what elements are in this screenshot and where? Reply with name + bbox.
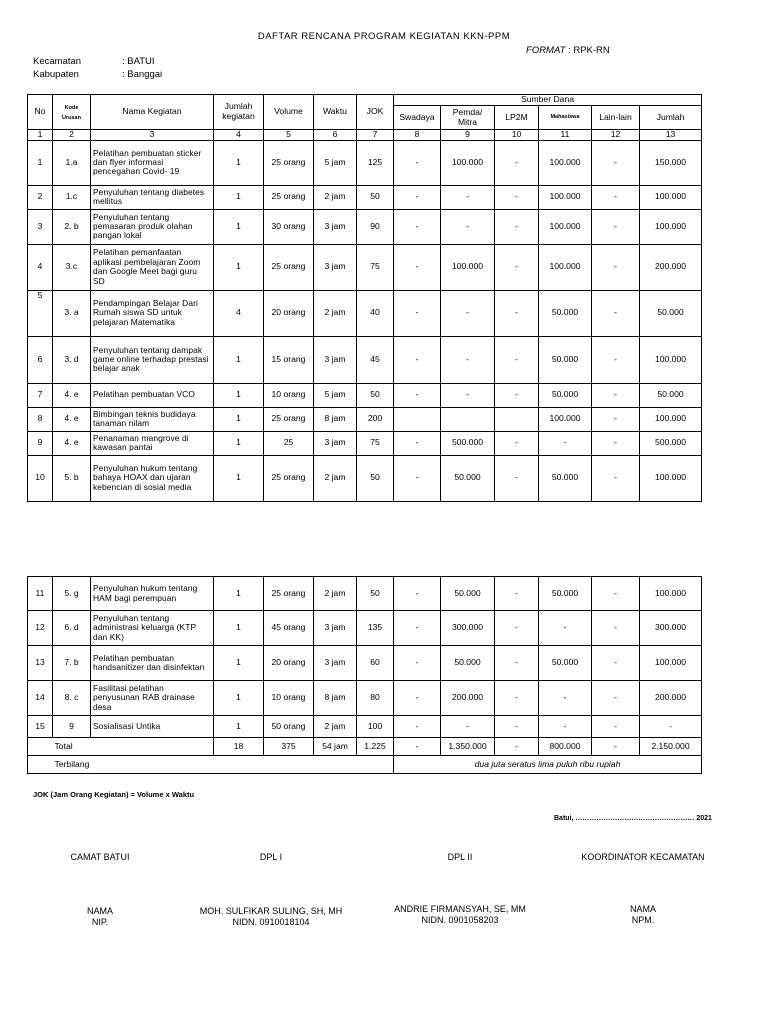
row-mahasiswa: - — [539, 431, 592, 455]
row-jumlah: 500.000 — [640, 431, 702, 455]
row-jumlah-kegiatan: 1 — [214, 244, 264, 290]
row-waktu: 2 jam — [314, 185, 357, 209]
row-swadaya: - — [394, 577, 441, 611]
header-sumber-dana: Sumber Dana — [394, 95, 702, 106]
row-pemda: 200.000 — [441, 681, 495, 716]
row-swadaya — [394, 407, 441, 431]
row-volume: 25 orang — [264, 185, 314, 209]
row-no: 7 — [28, 383, 53, 407]
row-jok: 60 — [357, 646, 394, 681]
row-pemda: 300.000 — [441, 611, 495, 646]
column-number: 8 — [394, 130, 441, 141]
total-jumlah: 2.150.000 — [640, 738, 702, 756]
row-lain: - — [592, 681, 640, 716]
row-mahasiswa: 100.000 — [539, 209, 592, 244]
dpl2-title: DPL II — [447, 852, 473, 862]
terbilang-row — [28, 756, 702, 774]
row-kode-urusan: 8. c — [53, 681, 91, 716]
koordinator-title: KOORDINATOR KECAMATAN — [581, 852, 705, 862]
row-no: 4 — [28, 244, 53, 290]
row-pemda: 50.000 — [441, 577, 495, 611]
row-jumlah-kegiatan: 1 — [214, 407, 264, 431]
row-jumlah-kegiatan: 1 — [214, 431, 264, 455]
row-jok: 125 — [357, 140, 394, 185]
total-mahasiswa: 800.000 — [539, 738, 592, 756]
total-jok: 1.225 — [357, 738, 394, 756]
row-jumlah: 200.000 — [640, 681, 702, 716]
camat-title: CAMAT BATUI — [70, 852, 130, 862]
header-waktu: Waktu — [314, 95, 357, 130]
column-number: 3 — [91, 130, 214, 141]
row-jok: 90 — [357, 209, 394, 244]
row-lp2m: - — [495, 611, 539, 646]
row-kode-urusan: 1.a — [53, 140, 91, 185]
row-nama-kegiatan: Penyuluhan tentang pemasaran produk olahan pangan lokal — [91, 209, 214, 244]
row-pemda: - — [441, 290, 495, 336]
row-kode-urusan: 5. b — [53, 455, 91, 501]
row-swadaya: - — [394, 431, 441, 455]
table-row — [28, 455, 702, 501]
row-jok: 75 — [357, 431, 394, 455]
row-swadaya: - — [394, 336, 441, 383]
row-lain: - — [592, 577, 640, 611]
row-waktu: 3 jam — [314, 209, 357, 244]
row-no: 14 — [28, 681, 53, 716]
row-waktu: 2 jam — [314, 577, 357, 611]
row-nama-kegiatan: Penyuluhan tentang diabetes mellitus — [91, 185, 214, 209]
row-mahasiswa: - — [539, 716, 592, 738]
column-number: 6 — [314, 130, 357, 141]
row-waktu: 3 jam — [314, 336, 357, 383]
row-jumlah: 100.000 — [640, 185, 702, 209]
row-lain: - — [592, 244, 640, 290]
row-volume: 25 orang — [264, 577, 314, 611]
row-no: 6 — [28, 336, 53, 383]
total-swadaya: - — [394, 738, 441, 756]
program-table-part-2 — [27, 576, 702, 774]
row-volume: 25 orang — [264, 140, 314, 185]
table-row — [28, 577, 702, 611]
row-kode-urusan: 5. g — [53, 577, 91, 611]
row-waktu: 3 jam — [314, 431, 357, 455]
row-lp2m: - — [495, 646, 539, 681]
row-jok: 75 — [357, 244, 394, 290]
row-jok: 50 — [357, 577, 394, 611]
row-kode-urusan: 7. b — [53, 646, 91, 681]
row-jok: 135 — [357, 611, 394, 646]
row-nama-kegiatan: Bimbingan teknis budidaya tanaman nilam — [91, 407, 214, 431]
row-lp2m: - — [495, 716, 539, 738]
row-lain: - — [592, 209, 640, 244]
dpl2-name: ANDRIE FIRMANSYAH, SE, MM — [394, 904, 526, 914]
row-jok: 45 — [357, 336, 394, 383]
kabupaten-value: : Banggai — [122, 69, 163, 80]
kecamatan-value: : BATUI — [122, 56, 155, 67]
row-lp2m: - — [495, 431, 539, 455]
row-pemda: 50.000 — [441, 455, 495, 501]
row-lp2m: - — [495, 140, 539, 185]
row-volume: 25 orang — [264, 455, 314, 501]
row-volume: 10 orang — [264, 681, 314, 716]
format-label: FORMAT — [526, 45, 566, 56]
row-jumlah: 100.000 — [640, 209, 702, 244]
row-lain: - — [592, 716, 640, 738]
row-jumlah: 100.000 — [640, 336, 702, 383]
row-volume: 20 orang — [264, 646, 314, 681]
row-nama-kegiatan: Pelatihan pembuatan VCO — [91, 383, 214, 407]
table-row — [28, 431, 702, 455]
row-mahasiswa: 50.000 — [539, 290, 592, 336]
row-jumlah: 150.000 — [640, 140, 702, 185]
row-volume: 10 orang — [264, 383, 314, 407]
row-jumlah: 50.000 — [640, 383, 702, 407]
row-no: 10 — [28, 455, 53, 501]
terbilang-label: Terbilang — [53, 756, 394, 774]
column-number: 11 — [539, 130, 592, 141]
row-jumlah: 100.000 — [640, 407, 702, 431]
table-row — [28, 209, 702, 244]
row-jok: 50 — [357, 383, 394, 407]
row-lain: - — [592, 646, 640, 681]
row-pemda: 100.000 — [441, 140, 495, 185]
row-jumlah-kegiatan: 1 — [214, 336, 264, 383]
row-no: 1 — [28, 140, 53, 185]
row-kode-urusan: 3.c — [53, 244, 91, 290]
row-jumlah: 50.000 — [640, 290, 702, 336]
row-lain: - — [592, 383, 640, 407]
row-jumlah-kegiatan: 1 — [214, 383, 264, 407]
dpl1-name: MOH. SULFIKAR SULING, SH, MH — [199, 906, 343, 916]
row-jumlah: 100.000 — [640, 646, 702, 681]
row-jumlah: 100.000 — [640, 577, 702, 611]
total-lp2m: - — [495, 738, 539, 756]
row-jumlah-kegiatan: 1 — [214, 611, 264, 646]
header-jok: JOK — [357, 95, 394, 130]
row-lp2m: - — [495, 290, 539, 336]
row-swadaya: - — [394, 209, 441, 244]
row-jumlah-kegiatan: 1 — [214, 185, 264, 209]
row-volume: 15 orang — [264, 336, 314, 383]
column-number: 2 — [53, 130, 91, 141]
row-jumlah-kegiatan: 1 — [214, 716, 264, 738]
row-pemda: - — [441, 209, 495, 244]
row-jumlah: 300.000 — [640, 611, 702, 646]
row-no: 3 — [28, 209, 53, 244]
row-lain: - — [592, 140, 640, 185]
row-mahasiswa: 50.000 — [539, 455, 592, 501]
row-waktu: 2 jam — [314, 716, 357, 738]
header-mahasiswa: Mahasiswa — [539, 106, 592, 130]
row-lp2m: - — [495, 681, 539, 716]
row-nama-kegiatan: Penyuluhan tentang dampak game online terhadap prestasi belajar anak — [91, 336, 214, 383]
row-pemda: 500.000 — [441, 431, 495, 455]
row-swadaya: - — [394, 716, 441, 738]
row-no: 12 — [28, 611, 53, 646]
row-kode-urusan: 4. e — [53, 431, 91, 455]
column-number: 7 — [357, 130, 394, 141]
row-nama-kegiatan: Pelatihan pemanfaatan aplikasi pembelajaran Zoom dan Google Meet bagi guru SD — [91, 244, 214, 290]
row-jumlah: - — [640, 716, 702, 738]
row-jumlah: 100.000 — [640, 455, 702, 501]
table-row — [28, 336, 702, 383]
row-mahasiswa: 50.000 — [539, 383, 592, 407]
row-volume: 20 orang — [264, 290, 314, 336]
row-swadaya: - — [394, 455, 441, 501]
row-lain: - — [592, 407, 640, 431]
row-jok: 200 — [357, 407, 394, 431]
row-mahasiswa: 50.000 — [539, 577, 592, 611]
column-number: 12 — [592, 130, 640, 141]
row-kode-urusan: 2. b — [53, 209, 91, 244]
row-lp2m: - — [495, 185, 539, 209]
total-row — [28, 738, 702, 756]
row-lp2m: - — [495, 455, 539, 501]
row-pemda: - — [441, 716, 495, 738]
row-lain: - — [592, 185, 640, 209]
row-no: 8 — [28, 407, 53, 431]
row-mahasiswa: 50.000 — [539, 336, 592, 383]
column-number: 9 — [441, 130, 495, 141]
total-lain: - — [592, 738, 640, 756]
header-kode-urusan: Kode Urusan — [53, 95, 91, 130]
format-code — [526, 45, 610, 56]
row-waktu: 8 jam — [314, 407, 357, 431]
row-nama-kegiatan: Sosialisasi Untika — [91, 716, 214, 738]
row-waktu: 2 jam — [314, 455, 357, 501]
row-waktu: 5 jam — [314, 383, 357, 407]
row-nama-kegiatan: Penyuluhan hukum tentang bahaya HOAX dan ujaran kebencian di sosial media — [91, 455, 214, 501]
row-jok: 40 — [357, 290, 394, 336]
column-number-row — [28, 130, 702, 141]
row-nama-kegiatan: Penanaman mangrove di kawasan pantai — [91, 431, 214, 455]
row-jumlah-kegiatan: 1 — [214, 455, 264, 501]
row-mahasiswa: - — [539, 681, 592, 716]
table-row — [28, 681, 702, 716]
table-row — [28, 140, 702, 185]
header-lp2m: LP2M — [495, 106, 539, 130]
row-jumlah-kegiatan: 1 — [214, 646, 264, 681]
row-kode-urusan: 3. d — [53, 336, 91, 383]
row-mahasiswa: 50.000 — [539, 646, 592, 681]
row-pemda: 50.000 — [441, 646, 495, 681]
row-no: 5 — [28, 290, 53, 336]
row-jok: 50 — [357, 455, 394, 501]
row-pemda — [441, 407, 495, 431]
row-lp2m: - — [495, 244, 539, 290]
row-waktu: 3 jam — [314, 244, 357, 290]
total-volume: 375 — [264, 738, 314, 756]
table-row — [28, 716, 702, 738]
row-nama-kegiatan: Fasilitasi pelatihan penyusunan RAB drainase desa — [91, 681, 214, 716]
kabupaten-label: Kabupaten — [33, 69, 79, 80]
column-number: 13 — [640, 130, 702, 141]
row-swadaya: - — [394, 646, 441, 681]
row-lain: - — [592, 290, 640, 336]
row-swadaya: - — [394, 290, 441, 336]
row-jumlah-kegiatan: 1 — [214, 140, 264, 185]
row-jumlah-kegiatan: 1 — [214, 209, 264, 244]
row-no: 9 — [28, 431, 53, 455]
row-pemda: - — [441, 185, 495, 209]
row-no: 13 — [28, 646, 53, 681]
row-mahasiswa: 100.000 — [539, 140, 592, 185]
row-nama-kegiatan: Penyuluhan tentang administrasi keluarga (KTP dan KK) — [91, 611, 214, 646]
row-waktu: 2 jam — [314, 290, 357, 336]
row-swadaya: - — [394, 611, 441, 646]
row-lain: - — [592, 431, 640, 455]
header-swadaya: Swadaya — [394, 106, 441, 130]
dpl1-nidn: NIDN. 0910018104 — [232, 917, 310, 927]
table-row — [28, 646, 702, 681]
row-volume: 45 orang — [264, 611, 314, 646]
format-value: : RPK-RN — [568, 45, 610, 56]
column-number: 1 — [28, 130, 53, 141]
row-swadaya: - — [394, 185, 441, 209]
row-mahasiswa: 100.000 — [539, 244, 592, 290]
row-kode-urusan: 6. d — [53, 611, 91, 646]
column-number: 5 — [264, 130, 314, 141]
row-lp2m: - — [495, 577, 539, 611]
row-jumlah-kegiatan: 1 — [214, 681, 264, 716]
header-nama-kegiatan: Nama Kegiatan — [91, 95, 214, 130]
row-volume: 50 orang — [264, 716, 314, 738]
program-table-part-1 — [27, 94, 702, 502]
row-swadaya: - — [394, 140, 441, 185]
row-no: 15 — [28, 716, 53, 738]
header-lain-lain: Lain-lain — [592, 106, 640, 130]
row-waktu: 3 jam — [314, 611, 357, 646]
row-swadaya: - — [394, 383, 441, 407]
row-mahasiswa: 100.000 — [539, 407, 592, 431]
row-kode-urusan: 1.c — [53, 185, 91, 209]
row-jumlah: 200.000 — [640, 244, 702, 290]
koordinator-npm: NPM. — [631, 915, 655, 925]
camat-name: NAMA — [86, 906, 113, 916]
document-title: DAFTAR RENCANA PROGRAM KEGIATAN KKN-PPM — [257, 31, 511, 42]
total-pemda: 1.350.000 — [441, 738, 495, 756]
row-kode-urusan: 4. e — [53, 383, 91, 407]
row-volume: 25 orang — [264, 407, 314, 431]
row-waktu: 5 jam — [314, 140, 357, 185]
table-row — [28, 407, 702, 431]
table-row — [28, 611, 702, 646]
row-lp2m — [495, 407, 539, 431]
camat-nip: NIP. — [91, 917, 109, 927]
header-volume: Volume — [264, 95, 314, 130]
row-swadaya: - — [394, 681, 441, 716]
row-no: 2 — [28, 185, 53, 209]
row-volume: 25 — [264, 431, 314, 455]
header-pemda-mitra: Pemda/ Mitra — [441, 106, 495, 130]
table-row — [28, 244, 702, 290]
dpl1-title: DPL I — [259, 852, 283, 862]
total-jumlah-kegiatan: 18 — [214, 738, 264, 756]
row-volume: 25 orang — [264, 244, 314, 290]
row-lp2m: - — [495, 209, 539, 244]
jok-note: JOK (Jam Orang Kegiatan) = Volume x Waktu — [33, 790, 195, 799]
row-swadaya: - — [394, 244, 441, 290]
row-lp2m: - — [495, 336, 539, 383]
header-jumlah: Jumlah — [640, 106, 702, 130]
row-jok: 100 — [357, 716, 394, 738]
row-pemda: - — [441, 336, 495, 383]
header-jumlah-kegiatan: Jumlah kegiatan — [214, 95, 264, 130]
row-kode-urusan: 3. a — [53, 290, 91, 336]
row-mahasiswa: - — [539, 611, 592, 646]
row-kode-urusan: 9 — [53, 716, 91, 738]
row-jok: 50 — [357, 185, 394, 209]
row-nama-kegiatan: Penyuluhan hukum tentang HAM bagi perempuan — [91, 577, 214, 611]
row-jok: 80 — [357, 681, 394, 716]
row-mahasiswa: 100.000 — [539, 185, 592, 209]
total-waktu: 54 jam — [314, 738, 357, 756]
row-nama-kegiatan: Pelatihan pembuatan sticker dan flyer informasi pencegahan Covid- 19 — [91, 140, 214, 185]
row-nama-kegiatan: Pelatihan pembuatan handsanitizer dan disinfektan — [91, 646, 214, 681]
row-jumlah-kegiatan: 4 — [214, 290, 264, 336]
column-number: 10 — [495, 130, 539, 141]
koordinator-name: NAMA — [629, 904, 656, 914]
row-waktu: 3 jam — [314, 646, 357, 681]
dpl2-nidn: NIDN. 0901058203 — [421, 915, 499, 925]
row-lp2m: - — [495, 383, 539, 407]
row-lain: - — [592, 455, 640, 501]
kecamatan-label: Kecamatan — [33, 56, 82, 67]
row-lain: - — [592, 611, 640, 646]
row-waktu: 8 jam — [314, 681, 357, 716]
row-lain: - — [592, 336, 640, 383]
column-number: 4 — [214, 130, 264, 141]
row-pemda: - — [441, 383, 495, 407]
total-label: Total — [53, 738, 214, 756]
table-row — [28, 290, 702, 336]
row-pemda: 100.000 — [441, 244, 495, 290]
row-no: 11 — [28, 577, 53, 611]
signing-date: Batui, …………………………………………… 2021 — [554, 815, 712, 822]
table-row — [28, 185, 702, 209]
row-kode-urusan: 4. e — [53, 407, 91, 431]
row-volume: 30 orang — [264, 209, 314, 244]
header-no: No — [28, 95, 53, 130]
row-jumlah-kegiatan: 1 — [214, 577, 264, 611]
table-row — [28, 383, 702, 407]
terbilang-text: dua juta seratus lima puluh ribu rupiah — [394, 756, 702, 774]
row-nama-kegiatan: Pendampingan Belajar Dari Rumah siswa SD untuk pelajaran Matematika — [91, 290, 214, 336]
